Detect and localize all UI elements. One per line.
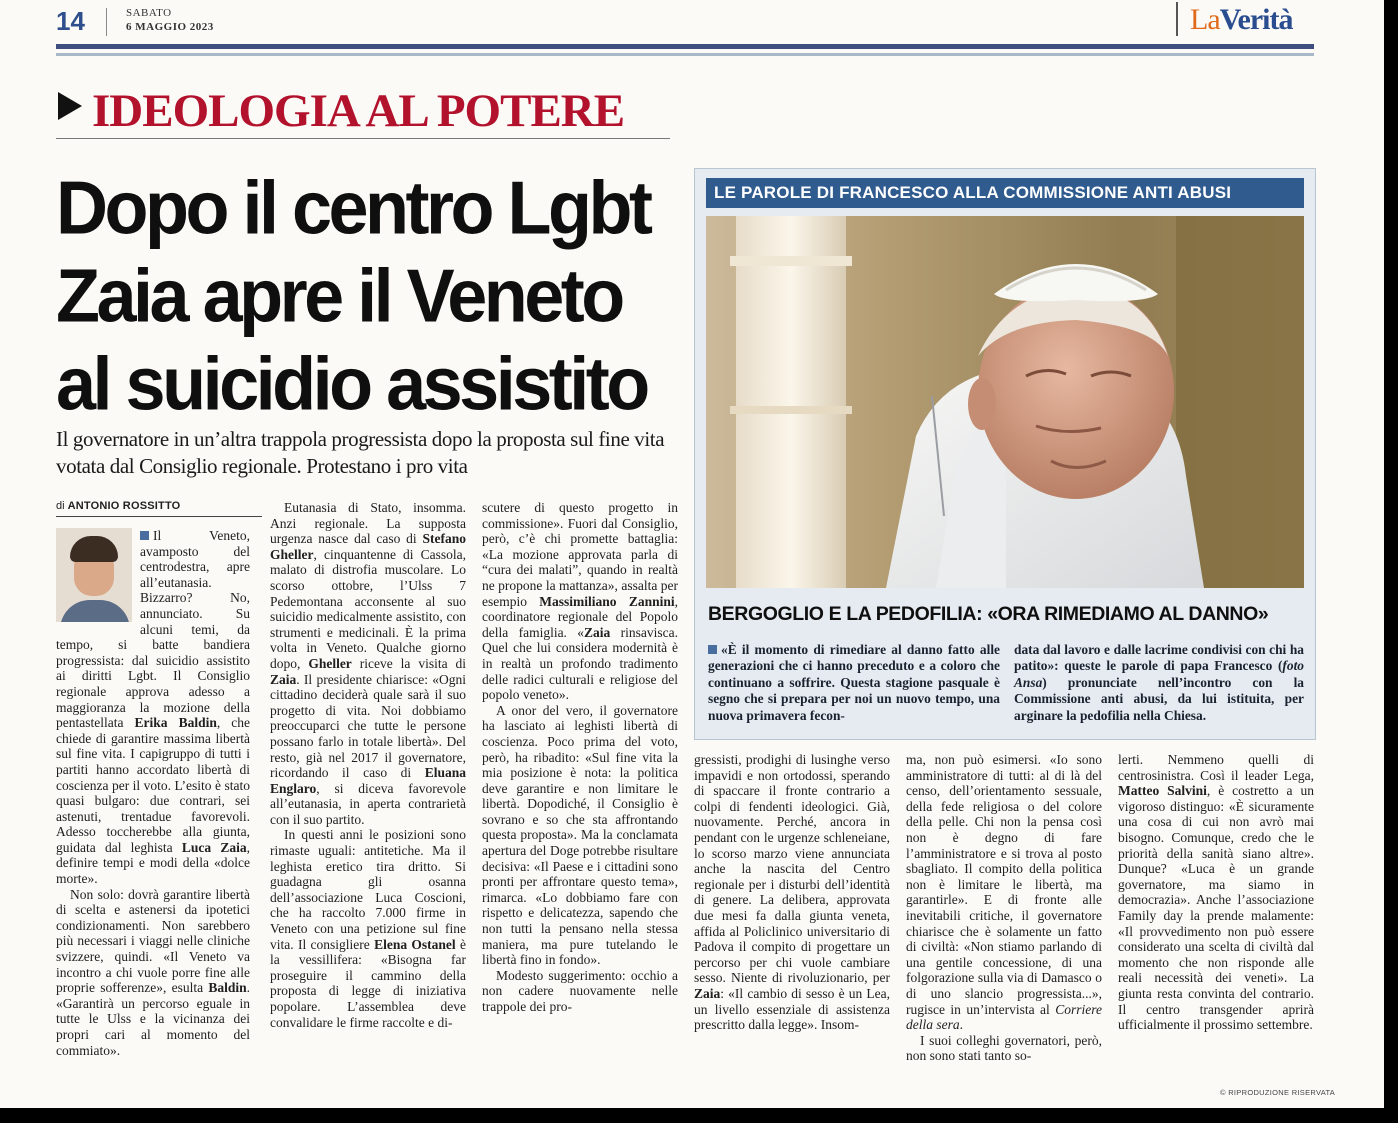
logo-prefix: La	[1190, 3, 1220, 36]
box-title: BERGOGLIO E LA PEDOFILIA: «ORA RIMEDIAMO AL DANNO»	[708, 603, 1269, 625]
article-column-1: Il Veneto, avamposto del centrodestra, apre all’eutanasia. Bizzarro? No, annunciato. Su alcuni temi, da tempo, si batte bandiera progressista: dal suicidio assistito ai diritti Lgbt. Il Consiglio regionale approva adesso a maggioranza la mozione della pentastellata Erika Baldin, che chiede di garantire massima libertà sul fine vita. I capigruppo di tutti i partiti hanno accordato libertà di coscienza per il voto. L’esito è stato quasi bulgaro: due contrari, sei astenuti, trentadue favorevoli. Adesso toccherebbe alla giunta, guidata dal leghista Luca Zaia, definire tempi e modi della «dolce morte». Non solo: dovrà garantire libertà di scelta e astenersi da ipotetici condizionamenti. Non sarebbero più necessari i viaggi nelle cliniche svizzere, quindi. «Il Veneto va incontro a chi vuole porre fine alle proprie sofferenze», esulta Baldin. «Garantirà un percorso eguale in tutte le Ulss e la vicinanza dei propri cari al momento del commiato».	[56, 528, 250, 1058]
start-square-icon	[140, 531, 149, 540]
box-square-icon	[708, 645, 717, 654]
article-column-6: lerti. Nemmeno quelli di centrosinistra. Così il leader Lega, Matteo Salvini, è costretto a un vigoroso distinguo: «È sicuramente una cosa di cui non avrò mai bisogno. Comunque, credo che le priorità della sanità siano altre». Dunque? «Luca è un grande governatore, ma siamo in democrazia». Anche l’associazione Family day la prende malamente: «Il provvedimento non può essere considerato una scelta di civiltà dal momento che non risponde alle reali necessità dei veneti». La giunta resta convinta del contrario. Il centro transgender aprirà ufficialmente il prossimo settembre.	[1118, 752, 1314, 1033]
photo-credit: foto Ansa	[1014, 658, 1304, 690]
byline-prefix: di	[56, 500, 65, 512]
author-portrait	[56, 528, 132, 622]
copyright-notice: © RIPRODUZIONE RISERVATA	[1220, 1088, 1336, 1097]
issue-date	[126, 6, 214, 34]
kicker-rule	[56, 138, 670, 139]
kicker-arrow-icon	[58, 92, 82, 120]
headline	[56, 164, 676, 429]
header-divider-right	[1176, 2, 1178, 36]
box-label: LE PAROLE DI FRANCESCO ALLA COMMISSIONE ANTI ABUSI	[706, 178, 1304, 208]
article-column-3: scutere di questo progetto in commissione». Fuori dal Consiglio, però, c’è chi promette battaglia: «La mozione approvata parla di “cura dei malati”, quando in realtà ne propone la mattanza», assalta per esempio Massimiliano Zannini, coordinatore regionale del Popolo della famiglia. «Zaia rinsavisca. Quel che lui considera modernità è in realtà un profondo tradimento delle radici culturali e religiose del popolo veneto». A onor del vero, il governatore ha lasciato ai leghisti libertà di coscienza. Poco prima del voto, però, ha ribadito: «Sul fine vita la mia posizione è nota: la politica deve garantire e non limitare le libertà. Dopodiché, il Consiglio è sovrano e so che sta affrontando questa proposta». Ma la conclamata apertura del Doge potrebbe risultare decisiva: «Il Paese e i cittadini sono pronti per affrontare questo tema», rimarca. «Lo dobbiamo fare con rispetto e delicatezza, sapendo che non tutti la pensano nella stessa maniera, ma pure tutelando le libertà fino in fondo». Modesto suggerimento: occhio a non cadere nuovamente nelle trappole dei pro-	[482, 500, 678, 1014]
section-kicker	[58, 84, 624, 138]
page-number: 14	[56, 6, 85, 36]
headline-line-2: Zaia apre il Veneto	[56, 254, 622, 339]
box-text-column-1: «È il momento di rimediare al danno fatto alle generazioni che ci hanno preceduto e a coloro che continuano a soffrire. Questa stagione pasquale è segno che si prepara per noi un nuovo tempo, una nuova primavera fecon-	[708, 642, 1000, 723]
pope-photo-image	[706, 216, 1304, 588]
deck: Il governatore in un’altra trappola progressista dopo la proposta sul fine vita votata dal Consiglio regionale. Protestano i pro vita	[56, 427, 665, 478]
header-divider	[106, 8, 107, 36]
headline-line-1: Dopo il centro Lgbt	[56, 166, 650, 251]
issue-date-text: 6 MAGGIO 2023	[126, 21, 214, 33]
header-rule-light	[56, 53, 1314, 56]
pope-photo	[706, 216, 1304, 588]
article-column-5: ma, non può esimersi. «Io sono amministratore di tutti: al di là del censo, dell’orientamento sessuale, della fede religiosa o del colore della pelle. Chi non la pensa così non è degno di fare l’amministratore e si trova al posto sbagliato. Il compito della politica non è limitare le libertà, ma garantirle». E di fronte alle inevitabili critiche, il governatore chiarisce che è solamente un fatto di civiltà: «Non stiamo parlando di una gentile concessione, di una folgorazione sulla via di Damasco o di uno slancio progressista...», rugisce in un’intervista al Corriere della sera. I suoi colleghi governatori, però, non sono stati tanto so-	[906, 752, 1102, 1064]
newspaper-logo	[1190, 3, 1293, 37]
headline-line-3: al suicidio assistito	[56, 342, 647, 427]
article-column-2: Eutanasia di Stato, insomma. Anzi regionale. La supposta urgenza nasce dal caso di Stefano Gheller, cinquantenne di Cassola, malato di distrofia muscolare. Lo scorso ottobre, l’Ulss 7 Pedemontana acconsente al suo suicidio medicalmente assistito, con strumenti e medicinali. È la prima volta in Veneto. Qualche giorno dopo, Gheller riceve la visita di Zaia. Il presidente chiarisce: «Ogni cittadino deciderà quale sarà il suo progetto di vita. Noi dobbiamo preoccuparci che tutte le persone possano farlo in totale libertà». Del resto, già nel 2017 il governatore, ricordando il caso di Eluana Englaro, si diceva favorevole all’eutanasia, in aperta contrarietà con il suo partito. In questi anni le posizioni sono rimaste uguali: antitetiche. Ma il leghista eretico tira dritto. Si guadagna gli osanna dell’associazione Luca Coscioni, che ha raccolto 7.000 firme in Veneto con una petizione sul fine vita. Il consigliere Elena Ostanel è la vessillifera: «Bisogna far proseguire il cammino della proposta di legge di iniziativa popolare. L’assemblea deve convalidare le firme raccolte e di-	[270, 500, 466, 1030]
kicker-text: IDEOLOGIA AL POTERE	[92, 85, 625, 137]
article-column-4: gressisti, prodighi di lusinghe verso impavidi e non ortodossi, sperando di spaccare il fronte contrario a colpi di fendenti ideologici. Già, nuovamente. Perché, ancora in pendant con le urgenze schleneiane, lo scorso marzo viene annunciata anche la nascita del Centro regionale per i disturbi dell’identità di genere. La delibera, approvata due mesi fa dalla giunta veneta, affida al Policlinico universitario di Padova il compito di progettare un percorso per chi vuole cambiare sesso. Niente di rivoluzionario, per Zaia: «Il cambio di sesso è un Lea, un livello essenziale di assistenza prescritto dalla legge». Insom-	[694, 752, 890, 1033]
logo-suffix: Verità	[1219, 3, 1293, 36]
byline	[56, 500, 180, 512]
box-text-column-2: data dal lavoro e dalle lacrime condivisi con chi ha patito»: queste le parole di papa Francesco (foto Ansa) pronunciate nell’incontro con la Commissione anti abusi, da lui istituita, per arginare la pedofilia nella Chiesa.	[1014, 642, 1304, 723]
byline-rule	[56, 516, 262, 517]
header-rule	[56, 44, 1314, 49]
bottom-border	[0, 1108, 1398, 1123]
issue-day: SABATO	[126, 7, 172, 19]
byline-author: ANTONIO ROSSITTO	[67, 500, 181, 512]
